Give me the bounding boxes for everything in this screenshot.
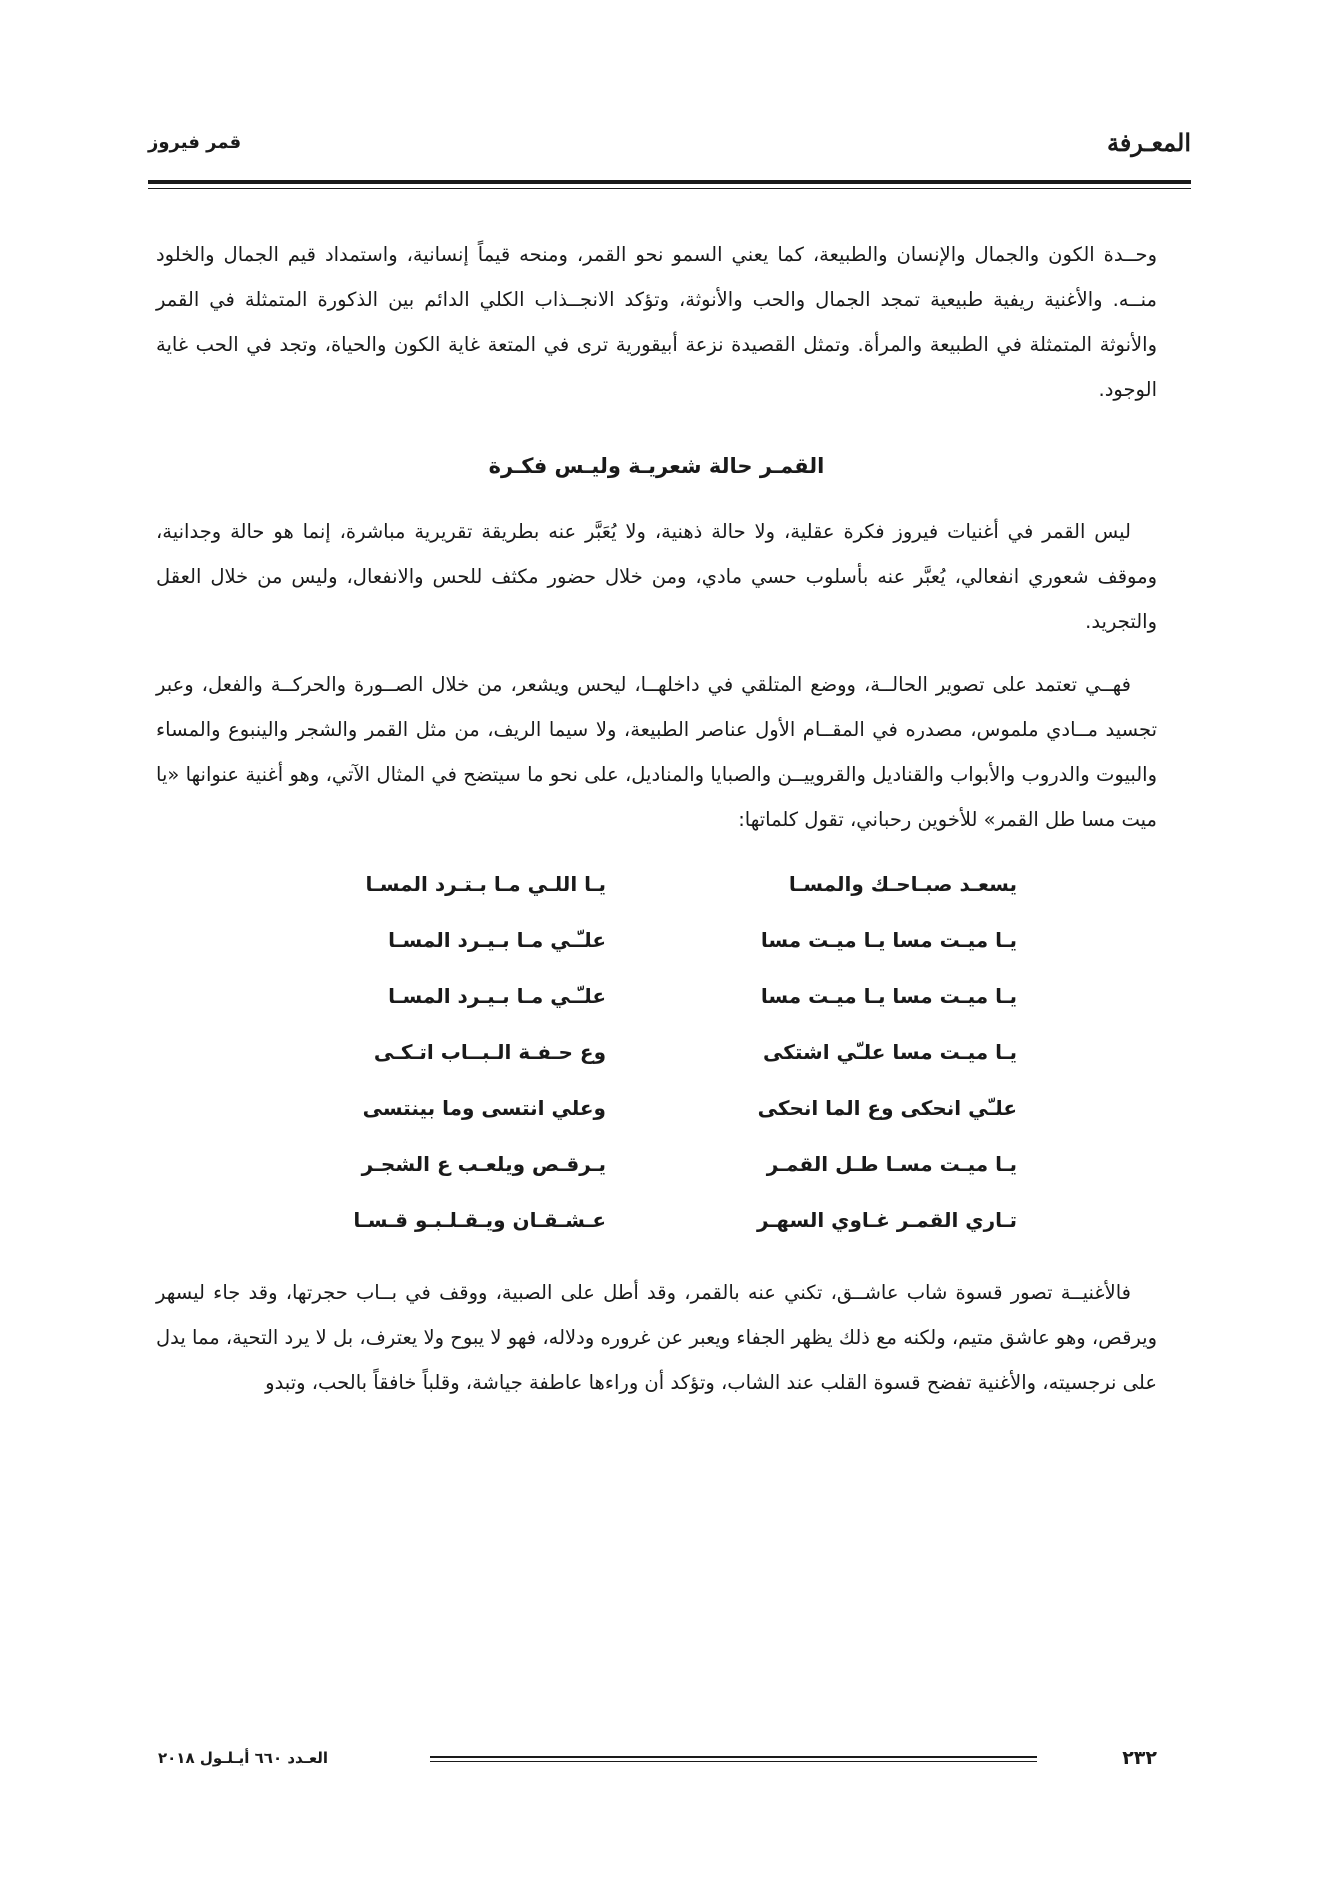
running-title: قمر فيروز — [148, 132, 242, 153]
poem-hemistich-left: وعلي انتسى وما بينتسى — [362, 1096, 606, 1120]
header-rule-thick — [148, 180, 1191, 184]
poem-block — [156, 856, 1157, 1248]
poem-hemistich-right: يسعـد صبـاحـك والمسـا — [788, 872, 1017, 896]
poem-hemistich-left: وع حـفـة الـبــاب اتـكـى — [373, 1040, 606, 1064]
poem-hemistich-left: يـرقـص ويلعـب ع الشجـر — [361, 1152, 606, 1176]
poem-hemistich-left: علـّـي مـا بـيـرد المسـا — [388, 928, 606, 952]
poem-hemistich-right: علـّي انحكى وع الما انحكى — [757, 1096, 1017, 1120]
poem-verse — [306, 968, 1017, 1024]
poem-hemistich-right: يـا ميـت مسا يـا ميـت مسا — [760, 984, 1017, 1008]
poem-hemistich-right: يـا ميـت مسا علـّي اشتكى — [763, 1040, 1017, 1064]
poem-hemistich-right: تـاري القمـر غـاوي السهـر — [757, 1208, 1017, 1232]
paragraph: فالأغنيــة تصور قسوة شاب عاشــق، تكني عنه بالقمر، وقد أطل على الصبية، ووقف في بــاب حجرتها، وقد جاء ليسهر ويرقص، وهو عاشق متيم، ولكنه مع ذلك يظهر الجفاء ويعبر عن غروره ودلاله، فهو لا يبوح ولا يعترف، بل لا يرد التحية، مما يدل على نرجسيته، والأغنية تفضح قسوة القلب عند الشاب، وتؤكد أن وراءها عاطفة جياشة، وقلباً خافقاً بالحب، وتبدو — [156, 1281, 1157, 1394]
issue-info: العـدد ٦٦٠ أيـلـول ٢٠١٨ — [158, 1749, 329, 1767]
poem-verse — [306, 1192, 1017, 1248]
page-header — [148, 128, 1191, 168]
poem-verse — [306, 856, 1017, 912]
paragraph: ليس القمر في أغنيات فيروز فكرة عقلية، ولا حالة ذهنية، ولا يُعَبَّر عنه بطريقة تقريرية مباشرة، إنما هو حالة وجدانية، وموقف شعوري انفعالي، يُعبَّر عنه بأسلوب حسي مادي، ومن خلال حضور مكثف للحس والانفعال، وليس من خلال العقل والتجريد. — [156, 520, 1157, 633]
article-body — [156, 232, 1157, 1405]
poem-hemistich-right: يـا ميـت مسا يـا ميـت مسا — [760, 928, 1017, 952]
poem-hemistich-left: يـا اللـي مـا بـتـرد المسـا — [365, 872, 606, 896]
page-number: ٢٣٢ — [1122, 1747, 1157, 1769]
poem-verse — [306, 1080, 1017, 1136]
journal-logo: المعـرفة — [1106, 128, 1191, 157]
paragraph: فهــي تعتمد على تصوير الحالــة، ووضع المتلقي في داخلهــا، ليحس ويشعر، من خلال الصــورة والحركــة والفعل، وعبر تجسيد مــادي ملموس، مصدره في المقــام الأول عناصر الطبيعة، ولا سيما الريف، من مثل القمر والشجر والينبوع والمساء والبيوت والدروب والأبواب والقناديل والقروييــن والصبايا والمناديل، على نحو ما سيتضح في المثال الآتي، وهو أغنية عنوانها «يا ميت مسا طل القمر» للأخوين رحباني، تقول كلماتها: — [156, 673, 1157, 831]
header-rule-thin — [148, 188, 1191, 189]
poem-verse — [306, 912, 1017, 968]
poem-hemistich-right: يـا ميـت مسـا طـل القمـر — [766, 1152, 1017, 1176]
footer-rule — [430, 1756, 1037, 1762]
poem-hemistich-left: علـّـي مـا بـيـرد المسـا — [388, 984, 606, 1008]
poem-verse — [306, 1136, 1017, 1192]
section-heading: القمـر حالة شعريـة وليـس فكـرة — [488, 454, 825, 478]
poem-hemistich-left: عـشـقـان ويـقـلـبـو قـسـا — [353, 1208, 606, 1232]
poem-verse — [306, 1024, 1017, 1080]
page-footer — [158, 1747, 1157, 1787]
paragraph: وحــدة الكون والجمال والإنسان والطبيعة، كما يعني السمو نحو القمر، ومنحه قيماً إنسانية، واستمداد قيم الجمال والخلود منــه. والأغنية ريفية طبيعية تمجد الجمال والحب والأنوثة، وتؤكد الانجــذاب الكلي الدائم بين الذكورة المتمثلة في القمر والأنوثة المتمثلة في الطبيعة والمرأة. وتمثل القصيدة نزعة أبيقورية ترى في المتعة غاية الكون والحياة، وتجد في الحب غاية الوجود. — [156, 243, 1157, 401]
